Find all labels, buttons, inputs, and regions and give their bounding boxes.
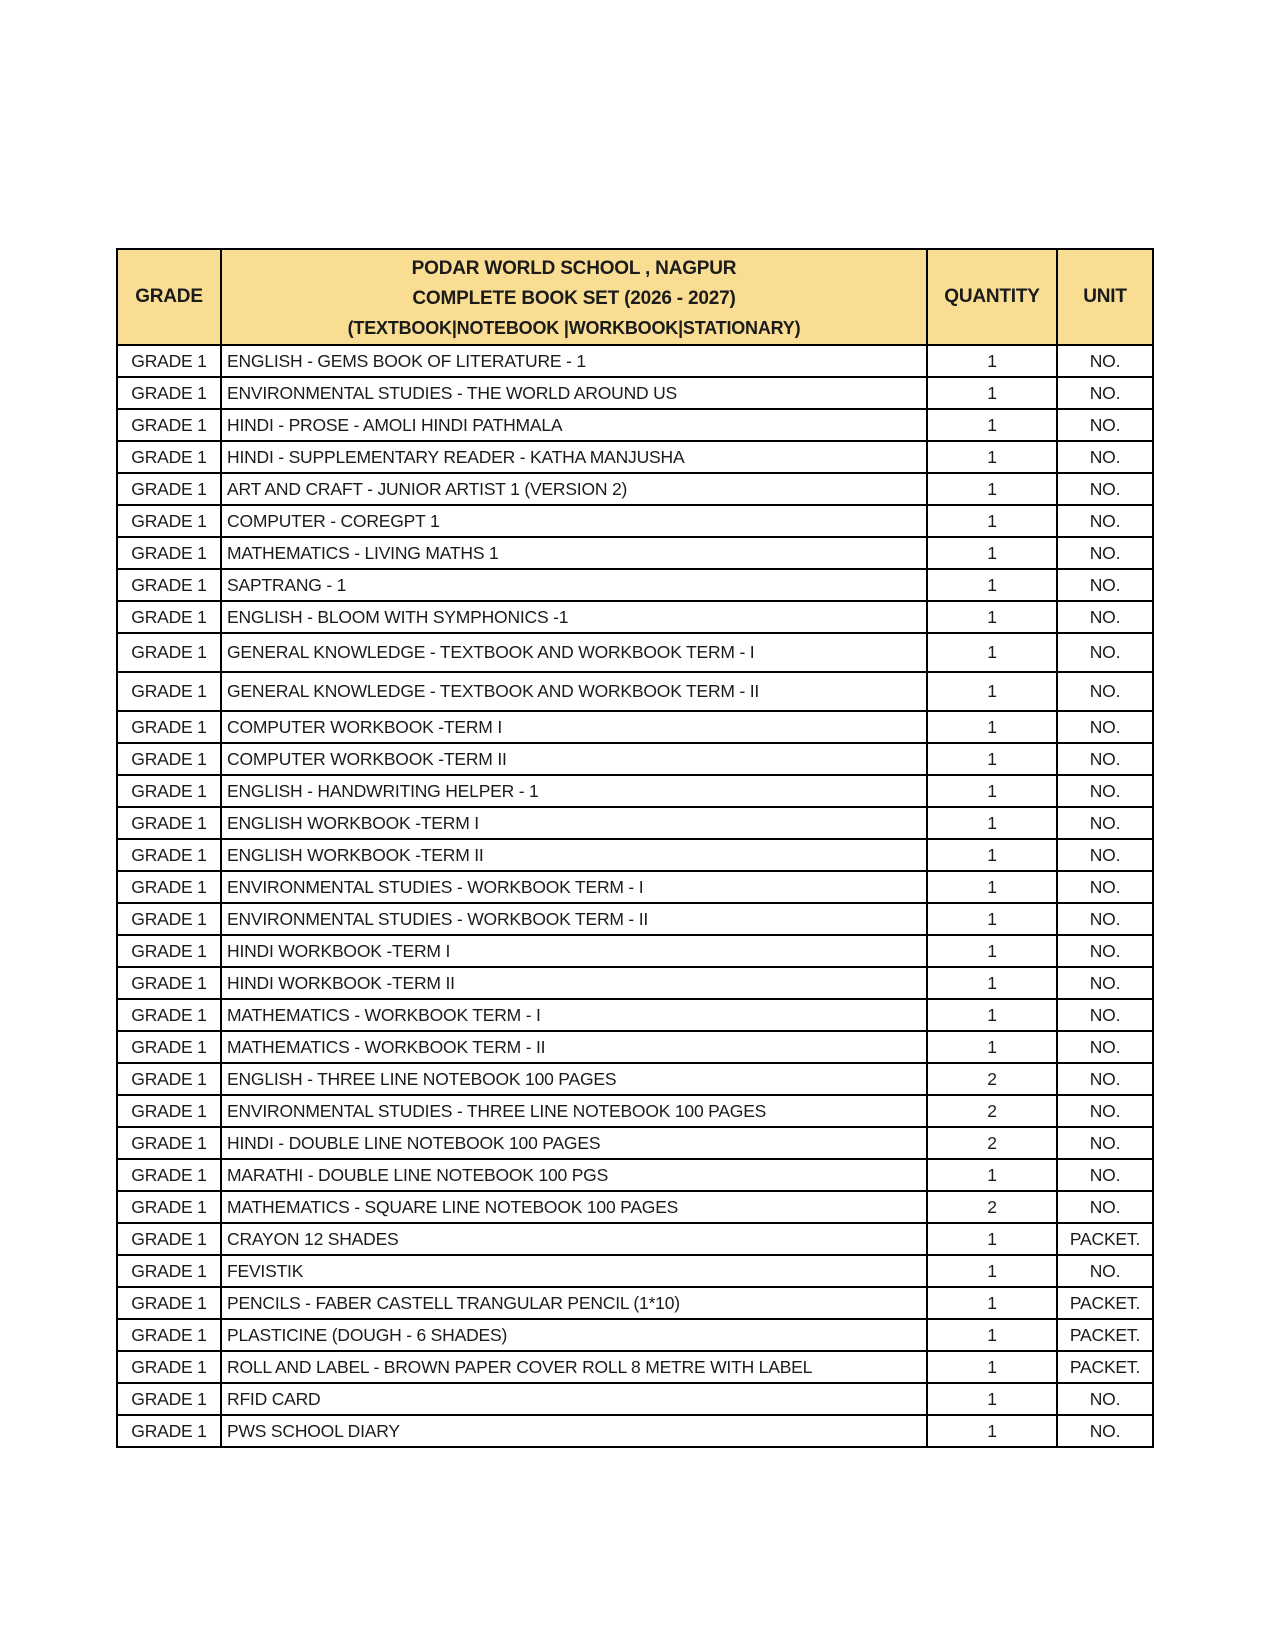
quantity-cell: 1 — [927, 633, 1057, 672]
quantity-cell: 1 — [927, 839, 1057, 871]
item-cell: SAPTRANG - 1 — [221, 569, 927, 601]
grade-cell: GRADE 1 — [117, 601, 221, 633]
item-cell: HINDI - SUPPLEMENTARY READER - KATHA MANJUSHA — [221, 441, 927, 473]
unit-cell: NO. — [1057, 345, 1153, 377]
unit-cell: NO. — [1057, 633, 1153, 672]
item-cell: MARATHI - DOUBLE LINE NOTEBOOK 100 PGS — [221, 1159, 927, 1191]
unit-cell: NO. — [1057, 999, 1153, 1031]
grade-cell: GRADE 1 — [117, 1351, 221, 1383]
quantity-cell: 1 — [927, 743, 1057, 775]
unit-cell: NO. — [1057, 743, 1153, 775]
quantity-cell: 2 — [927, 1127, 1057, 1159]
quantity-cell: 1 — [927, 807, 1057, 839]
unit-cell: NO. — [1057, 1095, 1153, 1127]
quantity-cell: 1 — [927, 505, 1057, 537]
grade-cell: GRADE 1 — [117, 839, 221, 871]
grade-cell: GRADE 1 — [117, 1127, 221, 1159]
table-row — [117, 672, 1153, 711]
table-row — [117, 743, 1153, 775]
item-cell: GENERAL KNOWLEDGE - TEXTBOOK AND WORKBOOK TERM - I — [221, 633, 927, 672]
quantity-cell: 1 — [927, 999, 1057, 1031]
grade-cell: GRADE 1 — [117, 903, 221, 935]
item-cell: ENGLISH - BLOOM WITH SYMPHONICS -1 — [221, 601, 927, 633]
grade-cell: GRADE 1 — [117, 743, 221, 775]
item-cell: MATHEMATICS - LIVING MATHS 1 — [221, 537, 927, 569]
school-name-title: PODAR WORLD SCHOOL , NAGPUR — [411, 258, 737, 279]
item-cell: COMPUTER - COREGPT 1 — [221, 505, 927, 537]
grade-cell: GRADE 1 — [117, 1191, 221, 1223]
quantity-cell: 2 — [927, 1063, 1057, 1095]
quantity-cell: 1 — [927, 1223, 1057, 1255]
item-cell: MATHEMATICS - WORKBOOK TERM - I — [221, 999, 927, 1031]
quantity-cell: 1 — [927, 1031, 1057, 1063]
unit-cell: PACKET. — [1057, 1223, 1153, 1255]
unit-column-header: UNIT — [1057, 249, 1153, 345]
quantity-cell: 1 — [927, 903, 1057, 935]
table-body — [117, 345, 1153, 1447]
item-cell: GENERAL KNOWLEDGE - TEXTBOOK AND WORKBOOK TERM - II — [221, 672, 927, 711]
item-cell: MATHEMATICS - WORKBOOK TERM - II — [221, 1031, 927, 1063]
table-row — [117, 1415, 1153, 1447]
table-row — [117, 775, 1153, 807]
unit-cell: PACKET. — [1057, 1287, 1153, 1319]
quantity-cell: 1 — [927, 377, 1057, 409]
unit-cell: NO. — [1057, 839, 1153, 871]
unit-cell: NO. — [1057, 1127, 1153, 1159]
item-cell: ENVIRONMENTAL STUDIES - WORKBOOK TERM - II — [221, 903, 927, 935]
item-cell: ROLL AND LABEL - BROWN PAPER COVER ROLL 8 METRE WITH LABEL — [221, 1351, 927, 1383]
table-row — [117, 1159, 1153, 1191]
table-row — [117, 935, 1153, 967]
unit-cell: NO. — [1057, 441, 1153, 473]
item-cell: PENCILS - FABER CASTELL TRANGULAR PENCIL (1*10) — [221, 1287, 927, 1319]
grade-cell: GRADE 1 — [117, 1255, 221, 1287]
grade-cell: GRADE 1 — [117, 345, 221, 377]
grade-cell: GRADE 1 — [117, 1063, 221, 1095]
item-cell: ENGLISH - HANDWRITING HELPER - 1 — [221, 775, 927, 807]
item-cell: CRAYON 12 SHADES — [221, 1223, 927, 1255]
unit-cell: NO. — [1057, 473, 1153, 505]
unit-cell: NO. — [1057, 377, 1153, 409]
unit-cell: NO. — [1057, 711, 1153, 743]
unit-cell: NO. — [1057, 871, 1153, 903]
table-row — [117, 505, 1153, 537]
grade-cell: GRADE 1 — [117, 633, 221, 672]
quantity-cell: 1 — [927, 1159, 1057, 1191]
table-row — [117, 601, 1153, 633]
grade-column-header: GRADE — [117, 249, 221, 345]
quantity-cell: 1 — [927, 935, 1057, 967]
item-cell: ENGLISH WORKBOOK -TERM I — [221, 807, 927, 839]
table-row — [117, 409, 1153, 441]
grade-cell: GRADE 1 — [117, 377, 221, 409]
booklist-table — [116, 248, 1154, 1448]
quantity-cell: 1 — [927, 473, 1057, 505]
unit-cell: NO. — [1057, 569, 1153, 601]
table-row — [117, 569, 1153, 601]
table-row — [117, 1319, 1153, 1351]
table-row — [117, 1255, 1153, 1287]
quantity-column-header: QUANTITY — [927, 249, 1057, 345]
table-row — [117, 441, 1153, 473]
grade-cell: GRADE 1 — [117, 1095, 221, 1127]
unit-cell: NO. — [1057, 1415, 1153, 1447]
unit-cell: NO. — [1057, 537, 1153, 569]
table-row — [117, 1095, 1153, 1127]
table-row — [117, 1351, 1153, 1383]
category-subtitle: (TEXTBOOK|NOTEBOOK |WORKBOOK|STATIONARY) — [347, 318, 801, 338]
grade-cell: GRADE 1 — [117, 967, 221, 999]
item-cell: COMPUTER WORKBOOK -TERM I — [221, 711, 927, 743]
unit-cell: NO. — [1057, 807, 1153, 839]
item-cell: RFID CARD — [221, 1383, 927, 1415]
grade-cell: GRADE 1 — [117, 775, 221, 807]
unit-cell: NO. — [1057, 967, 1153, 999]
unit-cell: NO. — [1057, 935, 1153, 967]
item-cell: COMPUTER WORKBOOK -TERM II — [221, 743, 927, 775]
table-row — [117, 903, 1153, 935]
unit-cell: NO. — [1057, 1031, 1153, 1063]
grade-cell: GRADE 1 — [117, 871, 221, 903]
item-cell: PLASTICINE (DOUGH - 6 SHADES) — [221, 1319, 927, 1351]
unit-cell: NO. — [1057, 1063, 1153, 1095]
unit-cell: NO. — [1057, 1159, 1153, 1191]
table-row — [117, 711, 1153, 743]
table-row — [117, 345, 1153, 377]
unit-cell: NO. — [1057, 903, 1153, 935]
unit-cell: NO. — [1057, 1255, 1153, 1287]
table-row — [117, 1031, 1153, 1063]
booklist-sheet — [116, 248, 1154, 1448]
table-row — [117, 633, 1153, 672]
quantity-cell: 1 — [927, 1319, 1057, 1351]
item-cell: MATHEMATICS - SQUARE LINE NOTEBOOK 100 PAGES — [221, 1191, 927, 1223]
grade-cell: GRADE 1 — [117, 1415, 221, 1447]
quantity-cell: 1 — [927, 775, 1057, 807]
grade-cell: GRADE 1 — [117, 569, 221, 601]
quantity-cell: 1 — [927, 711, 1057, 743]
table-row — [117, 967, 1153, 999]
grade-cell: GRADE 1 — [117, 935, 221, 967]
grade-cell: GRADE 1 — [117, 1031, 221, 1063]
quantity-cell: 1 — [927, 537, 1057, 569]
grade-cell: GRADE 1 — [117, 711, 221, 743]
quantity-cell: 1 — [927, 409, 1057, 441]
header-row — [117, 249, 1153, 345]
grade-cell: GRADE 1 — [117, 537, 221, 569]
grade-cell: GRADE 1 — [117, 1159, 221, 1191]
item-cell: ENGLISH WORKBOOK -TERM II — [221, 839, 927, 871]
item-cell: FEVISTIK — [221, 1255, 927, 1287]
quantity-cell: 1 — [927, 345, 1057, 377]
table-title-cell — [221, 249, 927, 345]
item-cell: ENVIRONMENTAL STUDIES - WORKBOOK TERM - I — [221, 871, 927, 903]
unit-cell: NO. — [1057, 505, 1153, 537]
table-row — [117, 871, 1153, 903]
table-row — [117, 807, 1153, 839]
grade-cell: GRADE 1 — [117, 999, 221, 1031]
unit-cell: PACKET. — [1057, 1351, 1153, 1383]
grade-cell: GRADE 1 — [117, 473, 221, 505]
quantity-cell: 1 — [927, 1383, 1057, 1415]
quantity-cell: 1 — [927, 1287, 1057, 1319]
grade-cell: GRADE 1 — [117, 807, 221, 839]
quantity-cell: 1 — [927, 967, 1057, 999]
item-cell: ART AND CRAFT - JUNIOR ARTIST 1 (VERSION 2) — [221, 473, 927, 505]
quantity-cell: 1 — [927, 601, 1057, 633]
table-row — [117, 839, 1153, 871]
quantity-cell: 2 — [927, 1095, 1057, 1127]
quantity-cell: 1 — [927, 1255, 1057, 1287]
quantity-cell: 2 — [927, 1191, 1057, 1223]
item-cell: ENGLISH - GEMS BOOK OF LITERATURE - 1 — [221, 345, 927, 377]
quantity-cell: 1 — [927, 672, 1057, 711]
table-row — [117, 1383, 1153, 1415]
grade-cell: GRADE 1 — [117, 1319, 221, 1351]
grade-cell: GRADE 1 — [117, 1383, 221, 1415]
table-row — [117, 1191, 1153, 1223]
quantity-cell: 1 — [927, 1351, 1057, 1383]
grade-cell: GRADE 1 — [117, 441, 221, 473]
table-row — [117, 1223, 1153, 1255]
unit-cell: NO. — [1057, 601, 1153, 633]
table-row — [117, 1127, 1153, 1159]
grade-cell: GRADE 1 — [117, 1223, 221, 1255]
book-set-title: COMPLETE BOOK SET (2026 - 2027) — [412, 288, 736, 309]
quantity-cell: 1 — [927, 569, 1057, 601]
grade-cell: GRADE 1 — [117, 1287, 221, 1319]
grade-cell: GRADE 1 — [117, 505, 221, 537]
unit-cell: NO. — [1057, 409, 1153, 441]
quantity-cell: 1 — [927, 1415, 1057, 1447]
table-row — [117, 473, 1153, 505]
quantity-cell: 1 — [927, 441, 1057, 473]
item-cell: HINDI WORKBOOK -TERM I — [221, 935, 927, 967]
item-cell: HINDI - DOUBLE LINE NOTEBOOK 100 PAGES — [221, 1127, 927, 1159]
unit-cell: NO. — [1057, 1383, 1153, 1415]
item-cell: PWS SCHOOL DIARY — [221, 1415, 927, 1447]
table-row — [117, 377, 1153, 409]
unit-cell: NO. — [1057, 775, 1153, 807]
table-header — [117, 249, 1153, 345]
unit-cell: NO. — [1057, 672, 1153, 711]
table-row — [117, 1287, 1153, 1319]
table-row — [117, 999, 1153, 1031]
grade-cell: GRADE 1 — [117, 409, 221, 441]
unit-cell: NO. — [1057, 1191, 1153, 1223]
item-cell: HINDI - PROSE - AMOLI HINDI PATHMALA — [221, 409, 927, 441]
item-cell: ENVIRONMENTAL STUDIES - THE WORLD AROUND US — [221, 377, 927, 409]
item-cell: ENGLISH - THREE LINE NOTEBOOK 100 PAGES — [221, 1063, 927, 1095]
quantity-cell: 1 — [927, 871, 1057, 903]
unit-cell: PACKET. — [1057, 1319, 1153, 1351]
table-row — [117, 1063, 1153, 1095]
grade-cell: GRADE 1 — [117, 672, 221, 711]
item-cell: HINDI WORKBOOK -TERM II — [221, 967, 927, 999]
item-cell: ENVIRONMENTAL STUDIES - THREE LINE NOTEBOOK 100 PAGES — [221, 1095, 927, 1127]
table-row — [117, 537, 1153, 569]
